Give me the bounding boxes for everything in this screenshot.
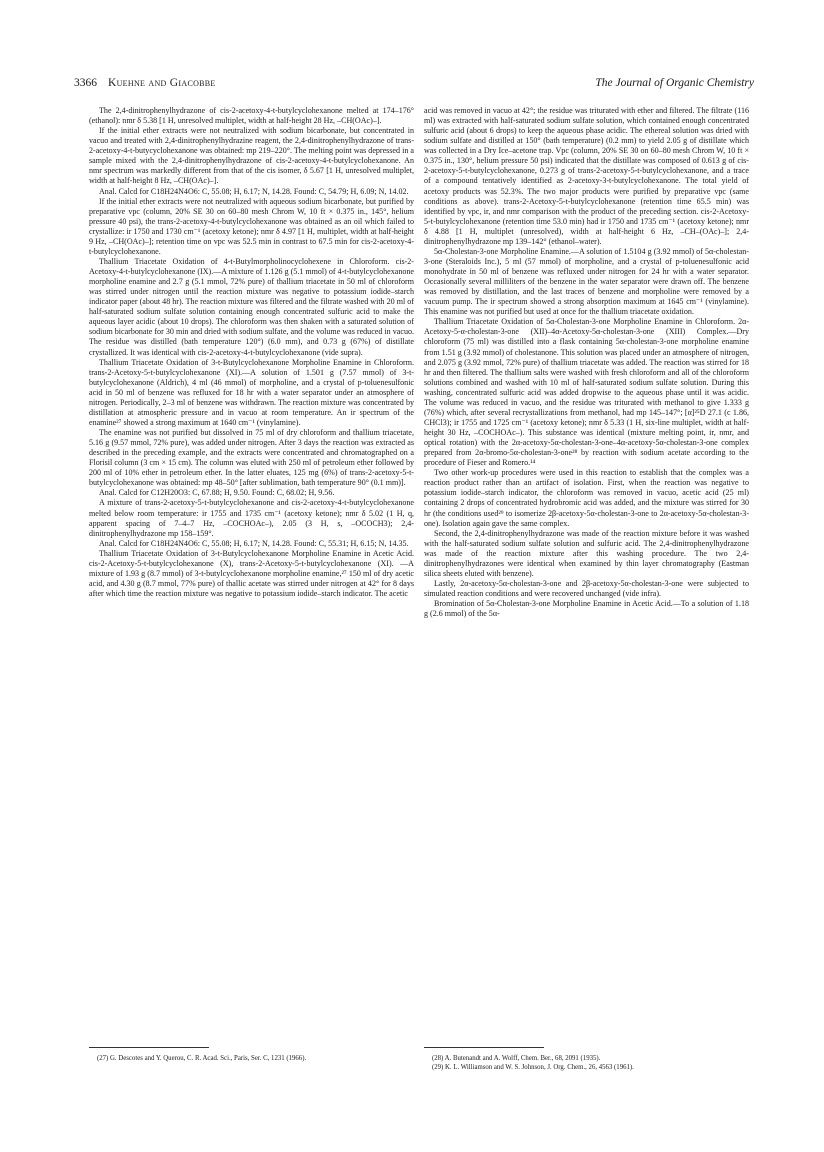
paragraph: Thallium Triacetate Oxidation of 3-t-Butylcyclohexanone Morpholine Enamine in Acetic Acid. cis-2-Acetoxy-5-t-butylcyclohexanone (X), trans-2-Acetoxy-5-t-butylcyclohexanone (XI). —A mixture of 1.93 g (8.7 mmol) of 3-t-butylcyclohexanone morpholine enamine,²⁷ 150 ml of dry acetic acid, and 4.30 g (8.7 mmol, 77% pure) of thallic acetate was stirred under nitrogen at 42° for 8 days after which time the reaction mixture was negative to potassium iodide–starch indicator. The acetic — [89, 548, 414, 598]
page-header — [74, 77, 754, 93]
paragraph: The enamine was not purified but dissolved in 75 ml of dry chloroform and thallium triacetate, 5.16 g (9.57 mmol, 72% pure), was added under nitrogen. After 3 days the reaction was extracted as described in the preceding example, and the extracts were concentrated and chromatographed on a Florisil column (3 cm × 15 cm). The column was eluted with 250 ml of petroleum ether followed by 200 ml of 10% ether in petroleum ether. In the latter eluates, 125 mg (6%) of trans-2-acetoxy-5-t-butylcyclohexanone was obtained: mp 48–50° [after sublimation, bath temperature 90° (0.1 mm)]. — [89, 428, 414, 488]
paragraph: Anal. Calcd for C12H20O3: C, 67.88; H, 9.50. Found: C, 68.02; H, 9.56. — [99, 488, 335, 498]
paragraph: Thallium Triacetate Oxidation of 3-t-Butylcyclohexanone Morpholine Enamine in Chloroform. trans-2-Acetoxy-5-t-butylcyclohexanone (XI).—A solution of 1.501 g (7.57 mmol) of 3-t-butylcyclohexanone (Aldrich), 4 ml (46 mmol) of morpholine, and a crystal of p-toluenesulfonic acid in 50 ml of benzene was refluxed for 18 hr with a water separator under an atmosphere of nitrogen. Periodically, 2–3 ml of benzene was withdrawn. The reaction mixture was concentrated by distillation at atmospheric pressure and in vacuo at room temperature. An ir spectrum of the enamine²⁷ showed a strong maximum at 1640 cm⁻¹ (vinylamine). — [89, 357, 414, 427]
paragraph: Two other work-up procedures were used in this reaction to establish that the complex was a reaction product rather than an artifact of isolation. First, when the reaction was negative to potassium iodide–starch indicator, the chloroform was removed in vacuo, acetic acid (25 ml) containing 2 drops of concentrated hydrobromic acid was added, and the mixture was stirred for 30 hr (the conditions used²⁹ to isomerize 2β-acetoxy-5α-cholestan-3-one to 2α-acetoxy-5α-cholestan-3-one). Isolation again gave the same complex. — [424, 468, 749, 528]
page-number: 3366 — [74, 77, 97, 89]
paragraph: acid was removed in vacuo at 42°; the residue was triturated with ether and filtered. The filtrate (116 ml) was extracted with half-saturated sodium sulfate solution, which contained enough concentrated sulfuric acid (about 6 drops) to keep the aqueous phase acidic. The ethereal solution was dried with sodium sulfate and distilled at 150° (bath temperature) (0.2 mm) to yield 2.05 g of distillate which was collected in a Dry Ice–acetone trap. Vpc (column, 20% SE 30 on 60–80 mesh Chrom W, 10 ft × 0.375 in., 130°, helium pressure 50 psi) indicated that the distillate was composed of 0.613 g of cis-2-acetoxy-5-t-butylcyclohexanone, 0.273 g of trans-2-acetoxy-5-t-butylcyclohexanone, and a trace of a compound tentatively identified as 2-acetoxy-3-t-butylcyclohexanone. The total yield of acetoxy products was 52.3%. The two major products were purified by preparative vpc (same conditions as above). trans-2-Acetoxy-5-t-butylcyclohexanone (retention time 65.5 min) was identified by vpc, ir, and nmr comparison with the product of the preceding section. cis-2-Acetoxy-5-t-butylcyclohexanone (retention time 53.0 min) had ir 1750 and 1735 cm⁻¹ (acetoxy ketone); nmr δ 4.88 [1 H, multiplet (unresolved), width at half-height 6 Hz, –CH–(OAc)–]; 2,4-dinitrophenylhydrazone mp 139–142° (ethanol–water). — [424, 106, 749, 246]
footnote: (29) K. L. Williamson and W. S. Johnson, J. Org. Chem., 26, 4563 (1961). — [432, 1064, 634, 1071]
footnote: (27) G. Descotes and Y. Querou, C. R. Acad. Sci., Paris, Ser. C, 1231 (1966). — [97, 1055, 307, 1062]
footnotes-right — [424, 1054, 749, 1072]
left-column — [89, 106, 414, 599]
paragraph: Bromination of 5α-Cholestan-3-one Morpholine Enamine in Acetic Acid.—To a solution of 1.18 g (2.6 mmol) of the 5α- — [424, 599, 749, 619]
paragraph: Thallium Triacetate Oxidation of 4-t-Butylmorpholinocyclohexene in Chloroform. cis-2-Acetoxy-4-t-butylcyclohexanone (IX).—A mixture of 1.126 g (5.1 mmol) of 4-t-butylcyclohexanone morpholine enamine and 2.7 g (5.1 mmol, 72% pure) of thallium triacetate in 50 ml of chloroform was stirred under nitrogen until the reaction mixture was negative to potassium iodide–starch indicator paper (about 48 hr). The reaction mixture was filtered and the filtrate washed with 20 ml of half-saturated sodium sulfate solution containing enough concentrated sulfuric acid to make the aqueous layer acidic (about 10 drops). The chloroform was then shaken with a saturated solution of sodium bicarbonate for 30 min and dried with sodium sulfate, and the volume was reduced in vacuo. The residue was distilled (bath temperature 120°) (6.0 mm), and 0.73 g (67%) of distillate crystallized. It was identical with cis-2-acetoxy-4-t-butylcyclohexanone (vide supra). — [89, 256, 414, 357]
paragraph: Anal. Calcd for C18H24N4O6: C, 55.08; H, 6.17; N, 14.28. Found: C, 55.31; H, 6.15; N, 14.35. — [99, 538, 409, 548]
paragraph: 5α-Cholestan-3-one Morpholine Enamine.—A solution of 1.5104 g (3.92 mmol) of 5α-cholestan-3-one (Steraloids Inc.), 5 ml (57 mmol) of morpholine, and a crystal of p-toluenesulfonic acid monohydrate in 50 ml of benzene was refluxed under nitrogen for 24 hr with a water separator. Occasionally several milliliters of the benzene in the water separator were drawn off. The benzene was removed by distillation, and the last traces of benzene and morpholine were removed by a vacuum pump. The ir spectrum showed a strong absorption maximum at 1645 cm⁻¹ (vinylamine). This enamine was not purified but used at once for the thallium triacetate oxidation. — [424, 246, 749, 317]
paragraph: If the initial ether extracts were not neutralized with sodium bicarbonate, but concentrated in vacuo and treated with 2,4-dinitrophenylhydrazine reagent, the 2,4-dinitrophenylhydrazone of trans-2-acetoxy-4-t-butycyclohexanone was obtained: mp 219–220°. The melting point was depressed in a sample mixed with the 2,4-dinitrophenylhydrazone of cis-2-acetoxy-4-t-butylcyclohexanone. An nmr spectrum was markedly different from that of the cis isomer, δ 5.67 [1 H, unresolved multiplet, width at half-height 8 Hz, –CH(OAc)–]. — [89, 126, 414, 186]
paragraph: If the initial ether extracts were not neutralized with aqueous sodium bicarbonate, but purified by preparative vpc (column, 20% SE 30 on 60–80 mesh Chrom W, 10 ft × 0.375 in., 145°, helium pressure 40 psi), the trans-2-acetoxy-4-t-butylcyclohexanone was obtained as an oil which failed to crystallize: ir 1750 and 1730 cm⁻¹ (acetoxy ketone); nmr δ 4.97 [1 H, multiplet, width at half-height 9 Hz, –CH(OAc)–]; retention time on vpc was 52.5 min in contrast to 67.5 min for cis-2-acetoxy-4-t-butylcyclohexanone. — [89, 196, 414, 256]
paragraph: Thallium Triacetate Oxidation of 5α-Cholestan-3-one Morpholine Enamine in Chloroform. 2α-Acetoxy-5-α-cholestan-3-one (XII)–4α-Acetoxy-5α-cholestan-3-one (XIII) Complex.—Dry chloroform (75 ml) was distilled into a flask containing 5α-cholestan-3-one morpholine enamine from 1.51 g (3.92 mmol) of cholestanone. This solution was placed under an atmosphere of nitrogen, and 2.075 g (3.92 mmol, 72% pure) of thallium triacetate was added. The reaction was stirred for 18 hr and then filtered. The thallium salts were washed with fresh chloroform and all of the chloroform solutions combined and washed with 10 ml of half-saturated sodium sulfate solution. During this washing, concentrated sulfuric acid was added dropwise to the aqueous phase until it was acidic. The volume was reduced in vacuo, and the residue was triturated with methanol to give 1.333 g (76%) which, after several recrystallizations from methanol, had mp 145–147°; [α]²⁵D 27.1 (c 1.86, CHCl3); ir 1755 and 1725 cm⁻¹ (acetoxy ketone); nmr δ 5.33 (1 H, six-line multiplet, width at half-height 30 Hz, –COCHOAc–). This substance was identical (mixture melting point, ir, nmr, and optical rotation) with the 2α-acetoxy-5α-cholestan-3-one–4α-acetoxy-5α-cholestan-3-one complex prepared from 2α-bromo-5α-cholestan-3-one²⁸ by reaction with sodium acetate according to the procedure of Fieser and Romero.¹⁴ — [424, 317, 750, 468]
footnote-rule — [424, 1047, 544, 1048]
journal-title: The Journal of Organic Chemistry — [595, 77, 754, 89]
paragraph: The 2,4-dinitrophenylhydrazone of cis-2-acetoxy-4-t-butylcyclohexanone melted at 174–176° (ethanol): nmr δ 5.38 [1 H, unresolved multiplet, width at half-height 28 Hz, –CH(OAc)–]. — [89, 106, 414, 126]
running-authors: Kuehne and Giacobbe — [108, 77, 216, 89]
paragraph: Anal. Calcd for C18H24N4O6: C, 55.08; H, 6.17; N, 14.28. Found: C, 54.79; H, 6.09; N, 14.02. — [99, 186, 409, 196]
footnotes-left — [89, 1054, 414, 1063]
paragraph: Second, the 2,4-dinitrophenylhydrazone was made of the reaction mixture before it was washed with the half-saturated sodium sulfate solution and sulfuric acid. The 2,4-dinitrophenylhydrazone was made of the reaction mixture after this washing procedure. The two 2,4-dinitrophenylhydrazones were identical when examined by thin layer chromatography (Eastman silica sheets eluted with benzene). — [424, 528, 749, 578]
footnote-rule — [89, 1047, 209, 1048]
right-column — [424, 106, 749, 619]
paragraph: Lastly, 2α-acetoxy-5α-cholestan-3-one and 2β-acetoxy-5α-cholestan-3-one were subjected to simulated reaction conditions and were recovered unchanged (vide infra). — [424, 578, 749, 598]
paragraph: A mixture of trans-2-acetoxy-5-t-butylcyclohexanone and cis-2-acetoxy-4-t-butylcyclohexanone melted below room temperature: ir 1755 and 1735 cm⁻¹ (acetoxy ketone); nmr δ 5.02 (1 H, q, apparent spacing of 7–4–7 Hz, –COCHOAc–), 2.05 (3 H, s, –OCOCH3); 2,4-dinitrophenylhydrazone mp 158–159°. — [89, 498, 414, 538]
footnote: (28) A. Butenandt and A. Wolff, Chem. Ber., 68, 2091 (1935). — [432, 1055, 601, 1062]
